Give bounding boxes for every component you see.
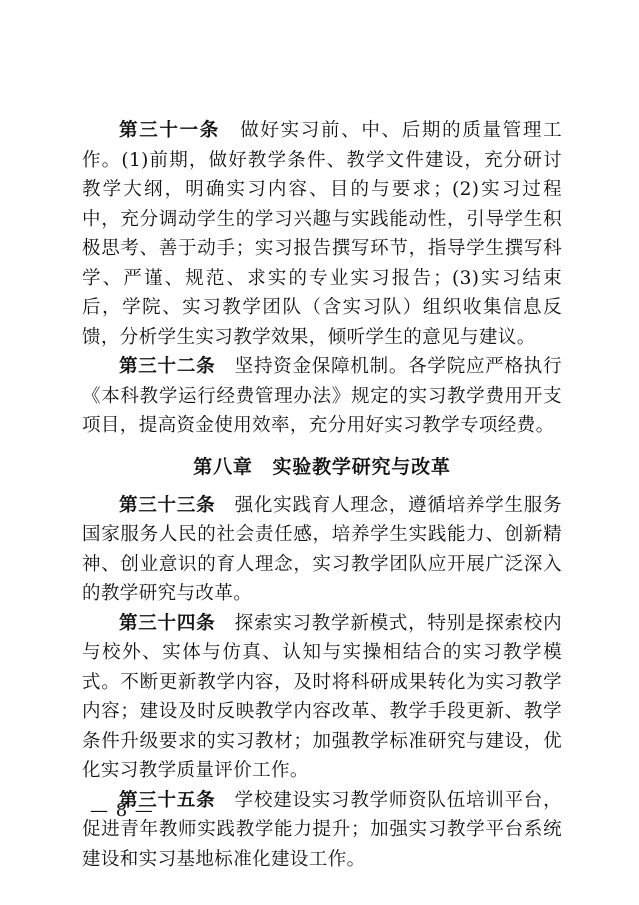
article-31-label: 第三十一条 (119, 120, 220, 141)
document-page (82, 116, 562, 874)
article-32 (82, 352, 562, 441)
page-number: — 8 — (90, 800, 154, 821)
article-31-text: 做好实习前、中、后期的质量管理工作。(1)前期，做好教学条件、教学文件建设，充分研讨教学大纲，明确实习内容、目的与要求；(2)实习过程中，充分调动学生的学习兴趣与实践能动性，引导学生积极思考、善于动手；实习报告撰写环节，指导学生撰写科学、严谨、规范、求实的专业实习报告；(3)实习结束后，学院、实习教学团队（含实习队）组织收集信息反馈，分析学生实习教学效果，倾听学生的意见与建议。 (82, 120, 562, 348)
chapter-heading: 第八章 实验教学研究与改革 (193, 455, 451, 478)
article-32-label: 第三十二条 (119, 356, 216, 377)
article-35 (82, 786, 562, 875)
article-33-label: 第三十三条 (119, 494, 216, 516)
article-32-text: 坚持资金保障机制。各学院应严格执行《本科教学运行经费管理办法》规定的实习教学费用开支项目，提高资金使用效率，充分用好实习教学专项经费。 (82, 356, 562, 436)
article-35-label: 第三十五条 (119, 789, 216, 811)
article-34-label: 第三十四条 (119, 612, 216, 634)
article-33 (82, 491, 562, 609)
article-33-text: 强化实践育人理念，遵循培养学生服务国家服务人民的社会责任感，培养学生实践能力、创新精神、创业意识的育人理念，实习教学团队应开展广泛深入的教学研究与改革。 (82, 494, 562, 604)
article-35-text: 学校建设实习教学师资队伍培训平台，促进青年教师实践教学能力提升；加强实习教学平台系统建设和实习基地标准化建设工作。 (82, 789, 562, 870)
article-34 (82, 609, 562, 786)
article-34-text: 探索实习教学新模式，特别是探索校内与校外、实体与仿真、认知与实操相结合的实习教学模式。不断更新教学内容，及时将科研成果转化为实习教学内容；建设及时反映教学内容改革、教学手段更新、教学条件升级要求的实习教材；加强教学标准研究与建设，优化实习教学质量评价工作。 (82, 612, 562, 781)
article-31 (82, 116, 562, 352)
